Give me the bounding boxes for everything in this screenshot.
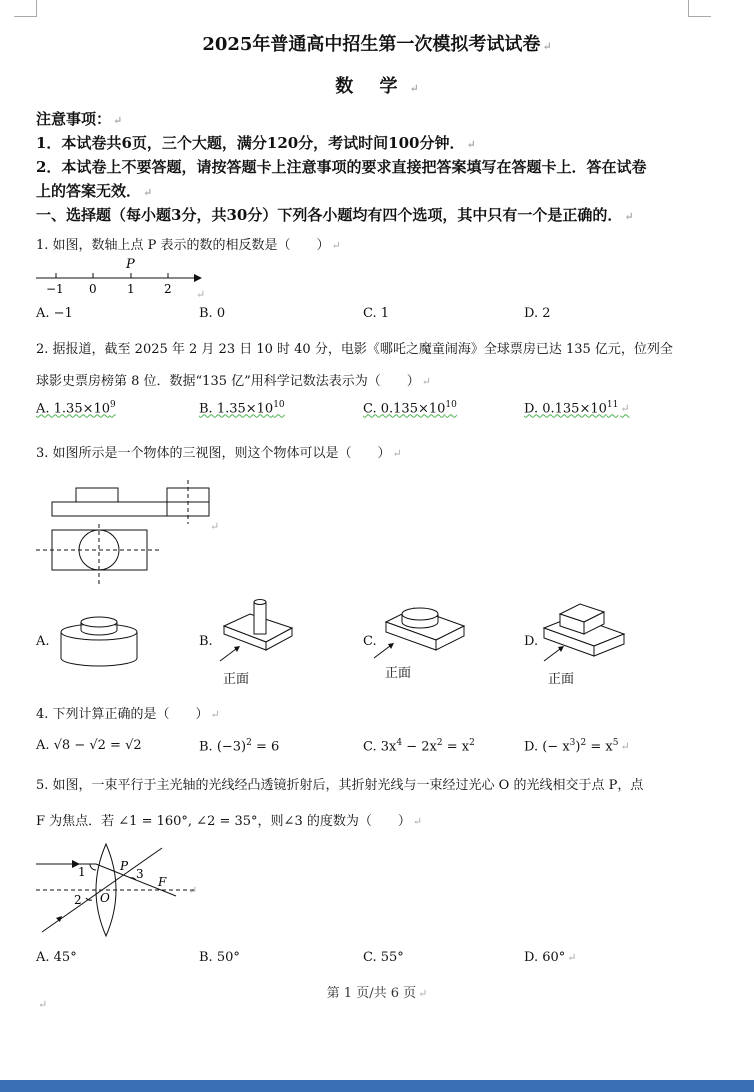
q1-option-d: D. 2: [524, 306, 551, 321]
paragraph-mark: ↵: [38, 998, 48, 1011]
q1-stem: 1. 如图，数轴上点 P 表示的数的相反数是（ ） ↵: [36, 238, 341, 253]
q3-option-a: A.: [36, 634, 50, 649]
q3-option-c-front-label: 正面: [385, 666, 412, 681]
q3-three-views: [36, 480, 226, 590]
paragraph-mark: ↵: [188, 884, 198, 897]
window-bottom-bar: [0, 1080, 754, 1092]
q5-stem-line1: 5. 如图，一束平行于主光轴的光线经凸透镜折射后，其折射光线与一束经过光心 O 的光线相交于点 P，点: [36, 778, 644, 793]
q1-option-b: B. 0: [199, 306, 226, 321]
q3-option-a-figure: [56, 610, 142, 672]
page-corner-mark-right: [688, 0, 711, 17]
q1-option-c: C. 1: [363, 306, 390, 321]
q1-tick-label: 2: [164, 282, 172, 296]
page-corner-mark-left: [14, 0, 37, 17]
q5-point-o-label: O: [100, 891, 110, 905]
q5-option-b: B. 50°: [199, 950, 240, 965]
q4-option-d: D. (− $x^3)^2 = x^5$ ↵: [524, 738, 630, 755]
q1-number-line: [34, 254, 204, 296]
q1-tick-label: 0: [89, 282, 97, 296]
exam-title: 2025年普通高中招生第一次模拟考试试卷 ↵: [202, 34, 552, 55]
q5-point-p-label: P: [120, 859, 129, 873]
section-heading: 一、选择题（每小题3分，共30分）下列各小题均有四个选项，其中只有一个是正确的． ↵: [36, 206, 634, 224]
q3-stem: 3. 如图所示是一个物体的三视图，则这个物体可以是（ ） ↵: [36, 446, 402, 461]
q3-option-b: B.: [199, 634, 213, 649]
notes-heading: 注意事项： ↵: [36, 110, 123, 128]
q4-option-c: C. $3x^4 - 2x^2 = x^2$: [363, 738, 475, 755]
q5-lens-figure: [34, 840, 204, 940]
q2-stem-line2: 球影史票房榜第 8 位．数据“135 亿”用科学记数法表示为（ ） ↵: [36, 374, 431, 389]
q3-option-b-arrow: [216, 645, 246, 665]
paragraph-mark: ↵: [196, 288, 206, 301]
q4-option-a: A. √8 − √2 = √2: [36, 738, 142, 753]
subject-title: 数 学 ↵: [335, 76, 419, 97]
notes-item-2-cont: 上的答案无效． ↵: [36, 182, 153, 200]
q2-stem-line1: 2. 据报道，截至 2025 年 2 月 23 日 10 时 40 分，电影《哪吒之魔童闹海》全球票房已达 135 亿元，位列全: [36, 342, 673, 357]
q1-option-a: A. −1: [36, 306, 73, 321]
q1-tick-label: 1: [127, 282, 135, 296]
notes-item-2: 2．本试卷上不要答题，请按答题卡上注意事项的要求直接把答案填写在答题卡上．答在试卷: [36, 158, 647, 176]
q5-angle-3-label: 3: [136, 867, 144, 881]
q5-point-f-label: F: [158, 875, 167, 889]
q5-option-d: D. 60° ↵: [524, 950, 577, 965]
q2-option-d: D. $0.135\times 10^{11}$ ↵: [524, 400, 630, 417]
q3-option-b-front-label: 正面: [223, 672, 250, 687]
q3-option-c: C.: [363, 634, 377, 649]
q3-option-c-arrow: [370, 642, 400, 662]
q1-point-label: P: [126, 257, 135, 272]
q5-stem-line2: F 为焦点．若 ∠1 = 160°, ∠2 = 35°，则∠3 的度数为（ ） ↵: [36, 814, 423, 829]
q4-option-b: B. $(-3)^2 = 6$: [199, 738, 280, 755]
q2-option-b: B. $1.35\times 10^{10}$: [199, 400, 285, 417]
paragraph-mark: ↵: [210, 520, 220, 533]
q2-option-a: A. $1.35\times 10^9$: [36, 400, 116, 417]
q5-option-a: A. 45°: [36, 950, 77, 965]
notes-item-1: 1．本试卷共6页，三个大题，满分120分，考试时间100分钟． ↵: [36, 134, 476, 152]
q5-angle-1-label: 1: [78, 865, 86, 879]
q5-option-c: C. 55°: [363, 950, 404, 965]
page-footer: 第 1 页/共 6 页 ↵: [326, 986, 428, 1001]
q3-option-d: D.: [524, 634, 539, 649]
q3-option-d-arrow: [540, 645, 570, 665]
q3-option-d-front-label: 正面: [548, 672, 575, 687]
q2-option-c: C. $0.135\times 10^{10}$: [363, 400, 457, 417]
q1-tick-label: −1: [46, 282, 64, 296]
q4-stem: 4. 下列计算正确的是（ ） ↵: [36, 707, 220, 722]
q5-angle-2-label: 2: [74, 893, 82, 907]
